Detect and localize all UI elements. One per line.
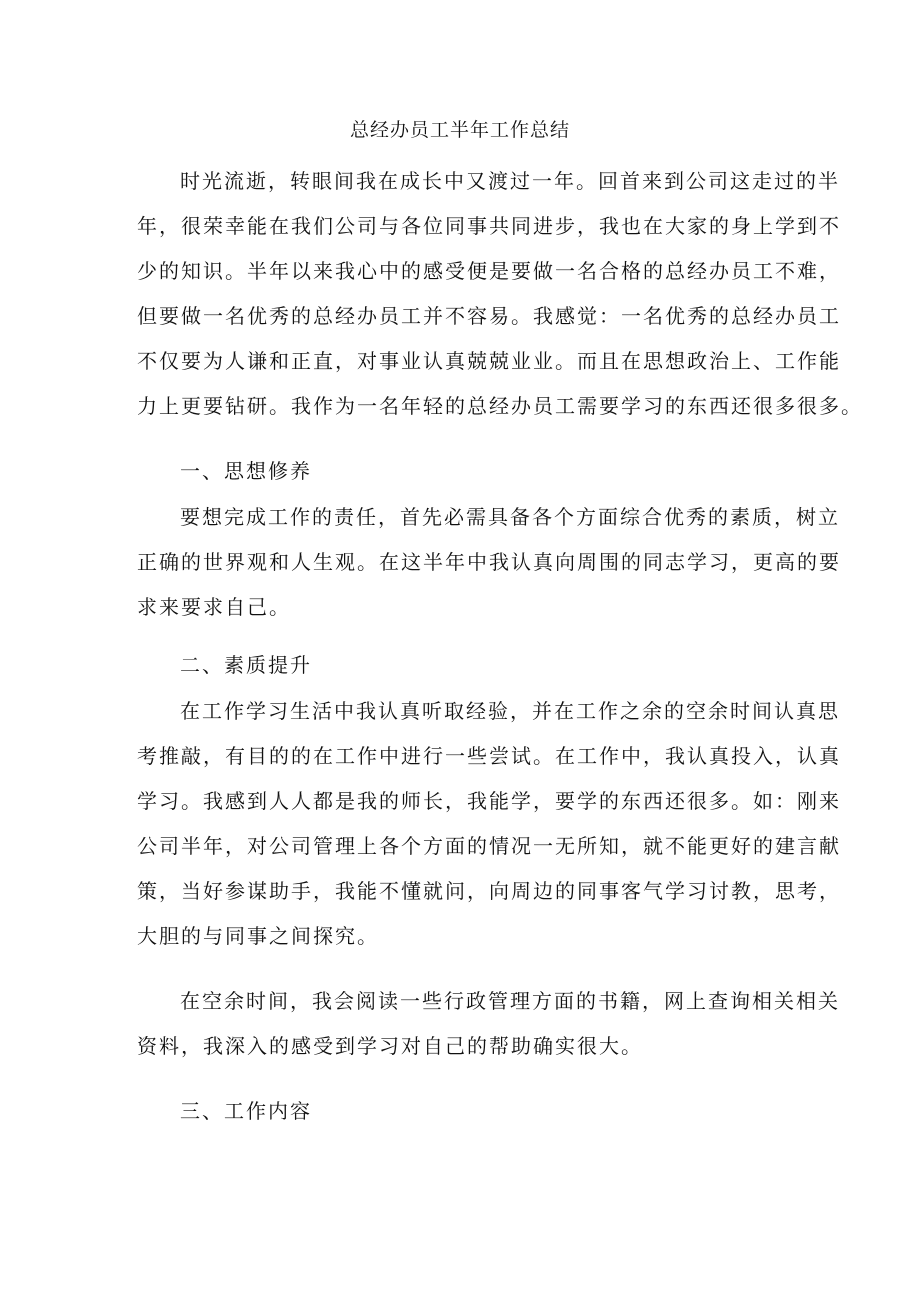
section2-paragraph-line: 大胆的与同事之间探究。: [137, 924, 379, 948]
section2-paragraph-line: 在空余时间，我会阅读一些行政管理方面的书籍，网上查询相关相关: [180, 989, 840, 1013]
section-heading-2: 二、素质提升: [180, 653, 312, 677]
intro-line: 但要做一名优秀的总经办员工并不容易。我感觉：一名优秀的总经办员工: [137, 304, 841, 328]
section1-paragraph-line: 要想完成工作的责任，首先必需具备各个方面综合优秀的素质，树立: [180, 505, 840, 529]
section1-paragraph-line: 求来要求自己。: [137, 595, 291, 619]
section2-paragraph-line: 考推敲，有目的的在工作中进行一些尝试。在工作中，我认真投入，认真: [137, 744, 841, 768]
section2-paragraph-line: 资料，我深入的感受到学习对自己的帮助确实很大。: [137, 1034, 643, 1058]
intro-line: 少的知识。半年以来我心中的感受便是要做一名合格的总经办员工不难，: [137, 259, 841, 283]
section2-paragraph-line: 公司半年，对公司管理上各个方面的情况一无所知，就不能更好的建言献: [137, 834, 841, 858]
section-heading-1: 一、思想修养: [180, 459, 312, 483]
intro-line: 力上更要钻研。我作为一名年轻的总经办员工需要学习的东西还很多很多。: [137, 394, 863, 418]
intro-line: 不仅要为人谦和正直，对事业认真兢兢业业。而且在思想政治上、工作能: [137, 349, 841, 373]
document-title: 总经办员工半年工作总结: [349, 119, 570, 141]
section2-paragraph-line: 学习。我感到人人都是我的师长，我能学，要学的东西还很多。如：刚来: [137, 789, 841, 813]
section2-paragraph-line: 策，当好参谋助手，我能不懂就问，向周边的同事客气学习讨教，思考，: [137, 879, 841, 903]
intro-line: 年，很荣幸能在我们公司与各位同事共同进步，我也在大家的身上学到不: [137, 214, 841, 238]
section2-paragraph-line: 在工作学习生活中我认真听取经验，并在工作之余的空余时间认真思: [180, 699, 840, 723]
section1-paragraph-line: 正确的世界观和人生观。在这半年中我认真向周围的同志学习，更高的要: [137, 550, 841, 574]
section-heading-3: 三、工作内容: [180, 1099, 312, 1123]
intro-line: 时光流逝，转眼间我在成长中又渡过一年。回首来到公司这走过的半: [180, 169, 840, 193]
